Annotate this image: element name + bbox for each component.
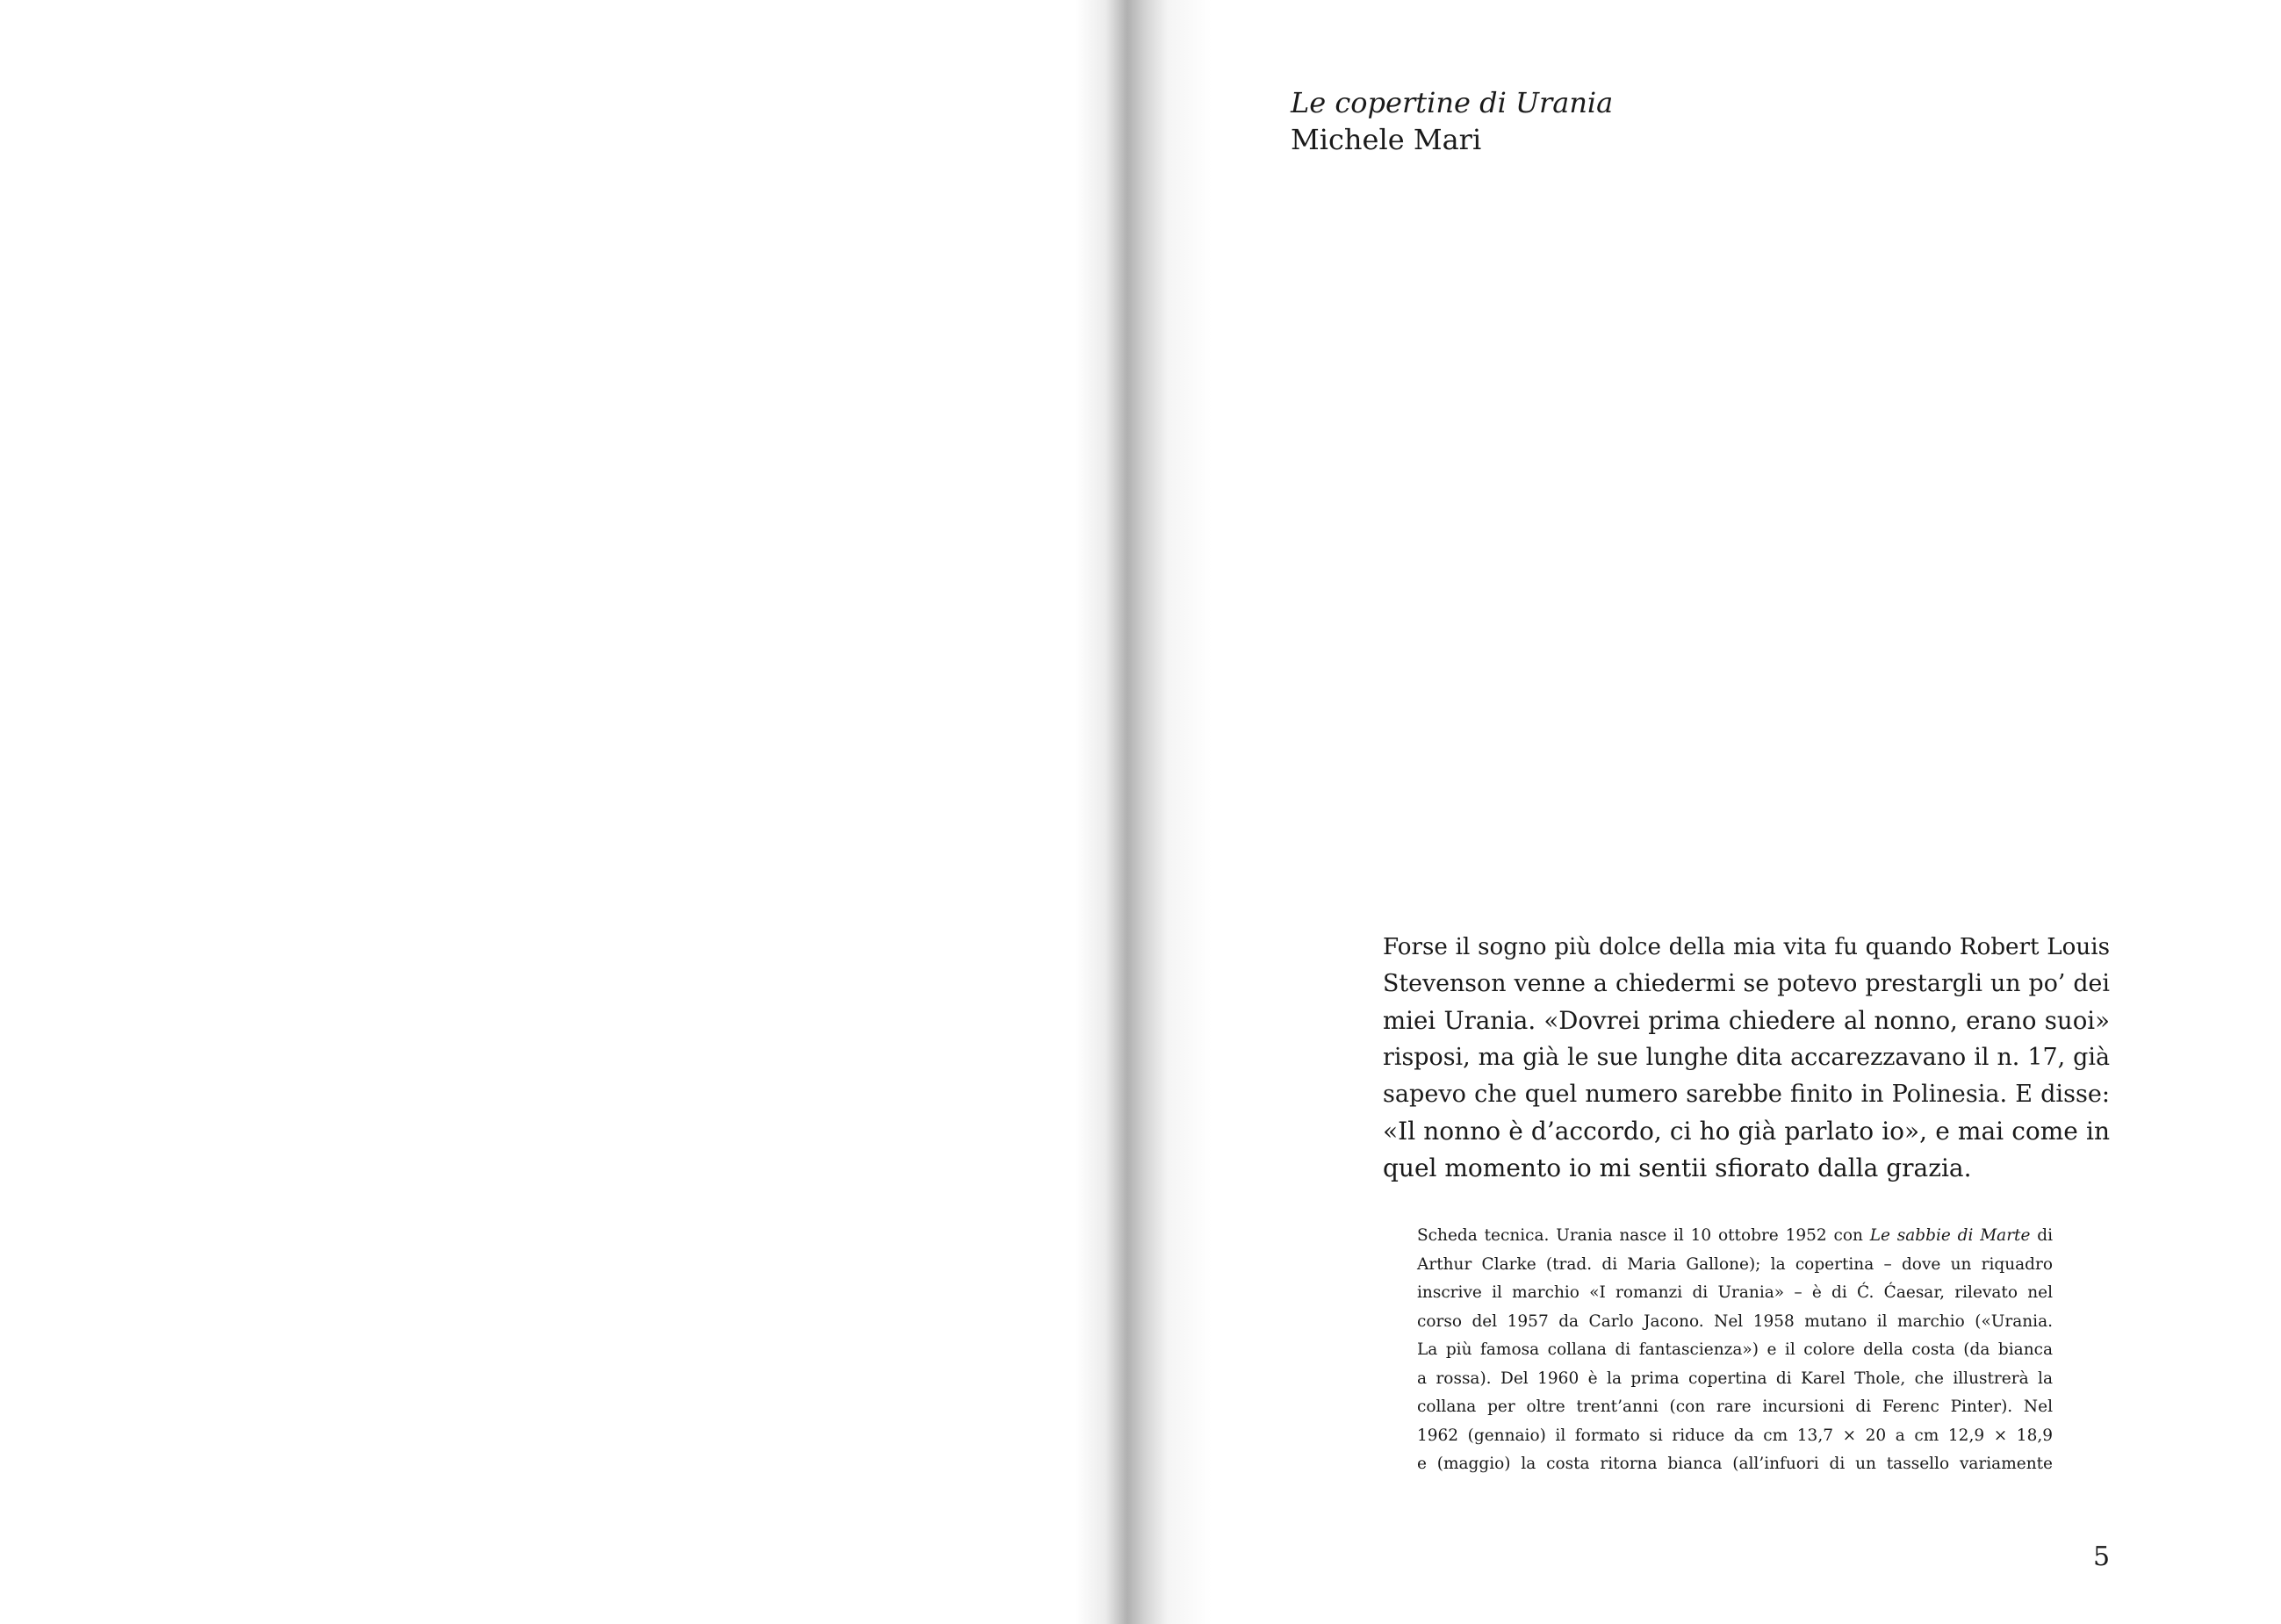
note-line: a rossa). Del 1960 è la prima copertina di Karel Thole, che illustrerà la [1417,1369,2053,1388]
note-line: 1962 (gennaio) il formato si riduce da cm 13,7 × 20 a cm 12,9 × 18,9 [1417,1426,2053,1445]
author-name: Michele Mari [1291,123,1482,156]
note-line: corso del 1957 da Carlo Jacono. Nel 1958 mutano il marchio («Urania. [1417,1311,2053,1331]
note-text: di [2030,1226,2053,1245]
main-line: quel momento io mi sentii sfiorato dalla grazia. [1383,1153,1972,1182]
main-paragraph [1383,929,2110,1187]
main-line: «Il nonno è d’accordo, ci ho già parlato io», e mai come in [1383,1117,2110,1146]
main-line: Forse il sogno più dolce della mia vita fu quando Robert Louis [1383,934,2110,960]
main-line: Stevenson venne a chiedermi se potevo prestargli un po’ dei [1383,970,2110,997]
running-header [1291,84,1613,158]
main-line: sapevo che quel numero sarebbe finito in Polinesia. E disse: [1383,1081,2110,1108]
note-text: Scheda tecnica. Urania nasce il 10 ottobre 1952 con [1417,1226,1870,1245]
main-line: miei Urania. «Dovrei prima chiedere al nonno, erano suoi» [1383,1006,2110,1035]
note-line: e (maggio) la costa ritorna bianca (all’infuori di un tassello variamente [1417,1455,2053,1473]
note-line: La più famosa collana di fantascienza») e il colore della costa (da bianca [1417,1340,2053,1359]
book-title: Le copertine di Urania [1291,86,1614,119]
page-number: 5 [2093,1541,2111,1572]
note-line [1417,1222,2053,1251]
technical-note [1417,1222,2053,1479]
gutter-shadow [1076,0,1212,1624]
left-page-blank [0,0,1140,1624]
note-line: collana per oltre trent’anni (con rare incursioni di Ferenc Pinter). Nel [1417,1398,2053,1416]
note-line: inscrive il marchio «I romanzi di Urania» – è di Ć. Ćaesar, rilevato nel [1417,1283,2053,1302]
note-line: Arthur Clarke (trad. di Maria Gallone); la copertina – dove un riquadro [1417,1254,2053,1274]
main-line: risposi, ma già le sue lunghe dita accarezzavano il n. 17, già [1383,1044,2110,1071]
note-book-title: Le sabbie di Marte [1869,1226,2031,1245]
